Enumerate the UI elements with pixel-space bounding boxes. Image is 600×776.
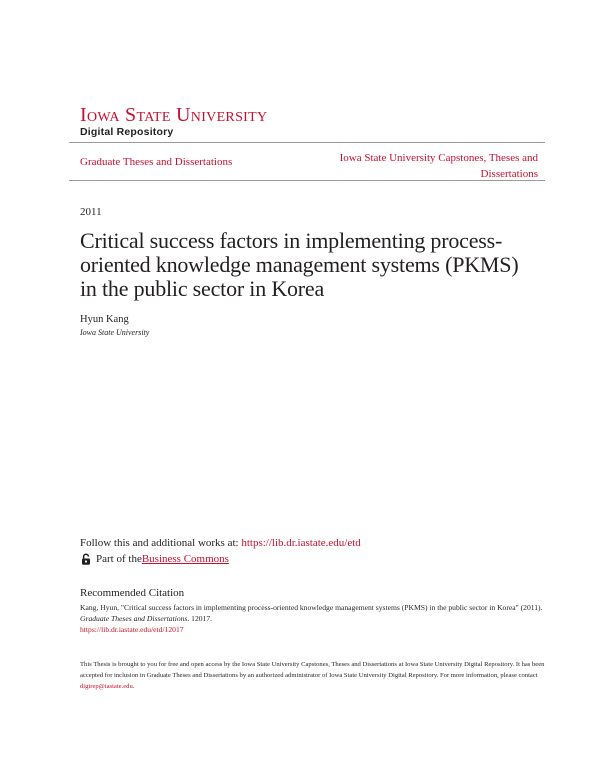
part-of-prefix: Part of the	[96, 553, 142, 565]
notice-end: .	[132, 683, 135, 690]
logo-subtitle: Digital Repository	[80, 126, 174, 138]
author-institution: Iowa State University	[80, 328, 150, 337]
access-notice	[80, 659, 550, 692]
logo-main-text: Iowa State University	[80, 104, 268, 126]
logo-wordmark	[80, 104, 340, 126]
publication-year: 2011	[80, 206, 102, 218]
citation-text	[80, 602, 550, 635]
contact-email-link[interactable]: digirep@iastate.edu	[80, 683, 133, 690]
document-title: Critical success factors in implementing process-oriented knowledge management systems (PKMS) in the public sector in Korea	[80, 228, 519, 301]
notice-text: This Thesis is brought to you for free and open access by the Iowa State University Capstones, Theses and Dissertations at Iowa State University Digital Repository. It has been accepted for inclusion in Graduate Theses and Dissertations by an authorized administrator of Iowa State University Digital Repository. For more information, please contact	[80, 661, 545, 679]
citation-main: Kang, Hyun, "Critical success factors in implementing process-oriented knowledge management systems (PKMS) in the public sector in Korea" (2011).	[80, 603, 543, 612]
university-logo[interactable]	[80, 104, 340, 139]
header-bottom-divider	[69, 180, 545, 181]
follow-line	[80, 537, 361, 549]
collection-left[interactable]	[80, 156, 232, 168]
citation-link[interactable]: https://lib.dr.iastate.edu/etd/12017	[80, 625, 184, 634]
recommended-citation-heading: Recommended Citation	[80, 587, 185, 599]
follow-text: Follow this and additional works at:	[80, 537, 242, 549]
open-access-icon	[80, 553, 92, 565]
graduate-theses-link[interactable]: Graduate Theses and Dissertations	[80, 156, 233, 168]
collection-right[interactable]	[298, 150, 538, 182]
citation-series: Graduate Theses and Dissertations	[80, 614, 188, 623]
follow-link[interactable]: https://lib.dr.iastate.edu/etd	[241, 537, 361, 549]
capstones-link[interactable]: Iowa State University Capstones, Theses and Dissertations	[339, 152, 538, 180]
citation-number: . 12017.	[187, 614, 213, 623]
business-commons-link[interactable]: Business Commons	[141, 553, 229, 565]
part-of-line	[80, 553, 229, 565]
author-name: Hyun Kang	[80, 314, 129, 325]
header-top-divider	[69, 142, 545, 143]
